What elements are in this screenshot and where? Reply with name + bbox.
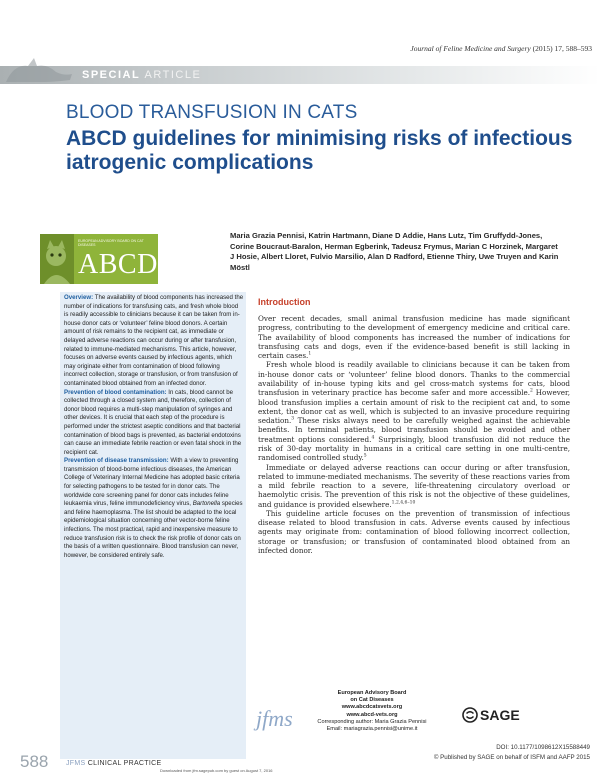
section-label-main: SPECIAL bbox=[82, 69, 140, 81]
citation-ref: 2 bbox=[530, 388, 533, 394]
logo-cat-icon bbox=[40, 234, 74, 284]
contact-block bbox=[288, 690, 456, 733]
overview-text: The availability of blood components has increased the number of indications for transfusing cats, and fresh whole blood is readily accessible to clinicians because it can be taken from in-house donor cats or ‘volunteer’ feline blood donors. A certain amount of risk remains to the recipient cat, as immediate or delayed adverse reactions can occur during or after transfusion, related to immune-mediated mechanisms. This article, however, focuses on adverse events caused by infectious agents, which may originate either from contamination of blood following incorrect collection, storage or transfusion, or from transfusion of contaminated blood obtained from an infected donor. bbox=[64, 294, 244, 387]
article-body bbox=[258, 314, 570, 555]
citation-ref: 3 bbox=[291, 416, 295, 422]
disease-italic: Bartonella bbox=[192, 500, 221, 508]
corresponding-email[interactable]: Email: mariagrazia.pennisi@unime.it bbox=[326, 726, 418, 733]
footer-journal-short: JFMS bbox=[66, 760, 86, 767]
journal-citation bbox=[330, 44, 592, 53]
disease-label: Prevention of disease transmission: bbox=[64, 457, 169, 465]
p2d-text: Surprisingly, blood transfusion did not reduce the risk of 30-day mortality in humans in a critical care setting in one multi-centre, randomised controlled study. bbox=[258, 434, 570, 463]
author-list: Maria Grazia Pennisi, Katrin Hartmann, Diane D Addie, Hans Lutz, Tim Gruffydd-Jones, Corine Boucraut-Baralon, Herman Egberink, Tadeusz Frymus, Marian C Horzinek, Margaret J Hosie, Albert Lloret, Fulvio Marsilio, Alan D Radford, Etienne Thiry, Uwe Truyen and Karin Möstl bbox=[230, 231, 559, 272]
body-paragraph bbox=[258, 463, 570, 509]
overview-label: Overview: bbox=[64, 294, 94, 301]
contamination-label: Prevention of blood contamination: bbox=[64, 388, 167, 396]
org-name-line-2: on Cat Diseases bbox=[350, 697, 394, 704]
p1-text: Over recent decades, small animal transfusion medicine has made significant progress, contributing to the development of emergency medicine and critical care. The availability of blood components has increased the number of indications for transfusing cats and dogs, even if the evidence-based benefit is still lacking in certain cases. bbox=[258, 314, 570, 361]
p2b-text: However, blood transfusion implies a certain amount of risk to the recipient cat and, to some extent, the donor cat as well, which is subjected to an invasive procedure requiring sedation. bbox=[258, 388, 570, 426]
page-number: 588 bbox=[20, 752, 49, 771]
download-notice: Downloaded from jfm.sagepub.com by guest on August 7, 2016 bbox=[160, 768, 273, 773]
body-paragraph bbox=[258, 509, 570, 555]
jfms-wordmark: jfms bbox=[256, 706, 293, 731]
org-url-1[interactable]: www.abcdcatsvets.org bbox=[341, 704, 403, 711]
doi-block bbox=[422, 743, 590, 763]
copyright: © Published by SAGE on behalf of ISFM and AAFP 2015 bbox=[433, 754, 590, 761]
logo-small-text: EUROPEAN ADVISORY BOARD ON CAT DISEASES bbox=[78, 239, 144, 247]
disease-text-1: With a view to preventing transmission of blood-borne infectious diseases, the American College of Veterinary Internal Medicine has adopted basic criteria for selecting pathogens to be tested for in donor cats. The worldwide core screening panel for donor cats includes feline leukaemia virus, feline immunodeficiency virus, bbox=[64, 457, 240, 508]
citation-ref: 1 bbox=[308, 351, 312, 357]
article-title: ABCD guidelines for minimising risks of infectious iatrogenic complications bbox=[66, 127, 573, 174]
footer-journal-section: CLINICAL PRACTICE bbox=[87, 760, 162, 767]
section-heading-introduction: Introduction bbox=[258, 297, 311, 307]
body-paragraph bbox=[258, 360, 570, 462]
section-label bbox=[82, 69, 201, 81]
footer-journal bbox=[66, 760, 161, 767]
citation-ref: 4 bbox=[371, 435, 375, 441]
abstract-text bbox=[64, 294, 244, 560]
p4-text: This guideline article focuses on the prevention of transmission of infectious disease related to blood transfusion in cats. Adverse events caused by infectious agents may originate from: contamination of blood following incorrect collection, storage or transfusion; or transfusion of contaminated blood obtained from an infected donor. bbox=[258, 508, 570, 556]
abcd-logo bbox=[40, 234, 158, 284]
p2c-text: These risks always need to be carefully weighed against the achievable benefits. In terminal patients, blood transfusion should be avoided and other treatment options considered. bbox=[258, 416, 570, 444]
doi[interactable]: DOI: 10.1177/1098612X15588449 bbox=[496, 744, 590, 751]
citation-ref: 1,2,4,6–10 bbox=[391, 500, 416, 506]
article-kicker: BLOOD TRANSFUSION IN CATS bbox=[66, 102, 358, 123]
journal-volume: (2015) 17, 588–593 bbox=[532, 44, 592, 53]
p2a-text: Fresh whole blood is readily available to clinicians because it can be taken from in-house donor cats or ‘volunteer’ feline blood donors. Thanks to the commercial availability of in-house typing kits and gel cross-match systems for cats, blood transfusion in veterinary practice has become safer and more accessible. bbox=[258, 360, 570, 398]
p3-text: Immediate or delayed adverse reactions can occur during or after transfusion, related to immune-mediated mechanisms. The severity of these reactions varies from a mild febrile reaction to a severe, life-threatening circulatory overload or haemolytic crisis. The prevention of this risk is not the objective of these guidelines, and guidance is provided elsewhere. bbox=[258, 462, 570, 509]
journal-name: Journal of Feline Medicine and Surgery bbox=[410, 44, 531, 53]
org-name-line-1: European Advisory Board bbox=[337, 690, 407, 696]
corresponding-author: Corresponding author: Maria Grazia Pennisi bbox=[317, 718, 427, 725]
disease-text-2: species and feline haemoplasma. The list should be adapted to the local epidemiological situation concerning other vector-borne feline infections. The most practical, rapid and inexpensive measure to reduce transfusion risk is to check the risk profile of donor cats on the basis of a written questionnaire. Blood transfusion can never, however, be considered entirely safe. bbox=[64, 500, 243, 559]
contamination-text: In cats, blood cannot be collected through a closed system and, therefore, collection of donor blood requires a multi-step manipulation of syringes and other devices. It is crucial that each step of the procedure is performed under the strictest aseptic conditions and that bacterial contamination of blood bags is prevented, as bacterial endotoxins can cause an immediate febrile reaction or even fatal shock in the recipient cat. bbox=[64, 388, 242, 456]
sage-logo: SAGE bbox=[480, 707, 520, 723]
logo-wordmark: ABCD bbox=[78, 249, 158, 280]
section-label-suffix: ARTICLE bbox=[144, 69, 202, 81]
org-url-2[interactable]: www.abcd-vets.org bbox=[346, 711, 398, 718]
cat-silhouette-icon bbox=[4, 52, 74, 84]
sage-icon bbox=[462, 707, 478, 723]
citation-ref: 5 bbox=[363, 453, 367, 459]
body-paragraph bbox=[258, 314, 570, 360]
